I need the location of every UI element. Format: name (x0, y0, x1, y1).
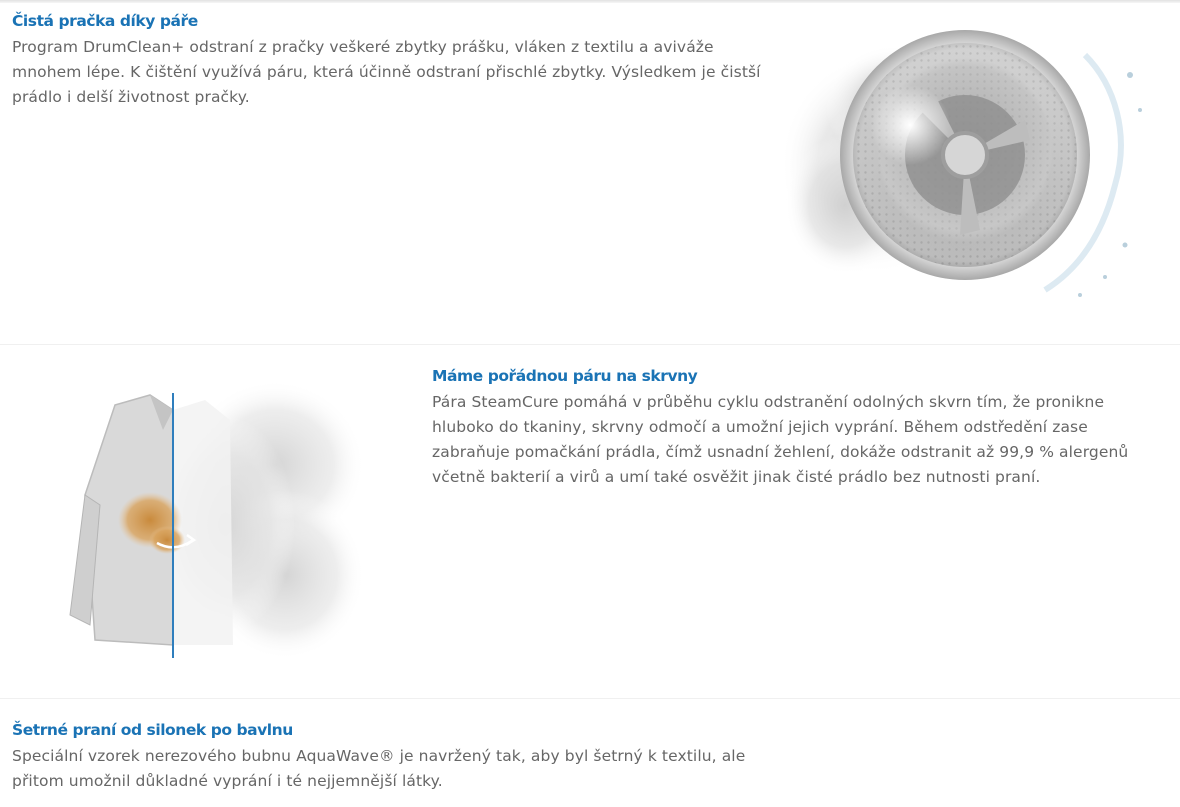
section-divider (0, 698, 1180, 699)
section-heading: Šetrné praní od silonek po bavlnu (12, 721, 293, 739)
shirt-steam-image (55, 375, 375, 665)
section-divider (0, 344, 1180, 345)
section-heading: Máme pořádnou páru na skrvny (432, 367, 698, 385)
feature-section-drumclean (12, 11, 762, 110)
section-heading: Čistá pračka díky páře (12, 12, 198, 30)
steam-drum-image (785, 15, 1155, 310)
feature-section-steamcure (432, 366, 1167, 490)
top-border (0, 0, 1180, 3)
section-description: Speciální vzorek nerezového bubnu AquaWave® je navržený tak, aby byl šetrný k textilu, ale přitom umožnil důkladné vyprání i té nejjemnější látky. (12, 747, 746, 790)
feature-section-aquawave (12, 720, 757, 794)
section-description: Program DrumClean+ odstraní z pračky veškeré zbytky prášku, vláken z textilu a aviváže mnohem lépe. K čištění využívá páru, která účinně odstraní přischlé zbytky. Výsledkem je čistší prádlo i delší životnost pračky. (12, 38, 761, 106)
section-description: Pára SteamCure pomáhá v průběhu cyklu odstranění odolných skvrn tím, že pronikne hluboko do tkaniny, skrvny odmočí a umožní jejich vyprání. Během odstředění zase zabraňuje pomačkání prádla, čímž usnadní žehlení, dokáže odstranit až 99,9 % alergenů včetně bakterií a virů a umí také osvěžit jinak čisté prádlo bez nutnosti praní. (432, 393, 1129, 486)
